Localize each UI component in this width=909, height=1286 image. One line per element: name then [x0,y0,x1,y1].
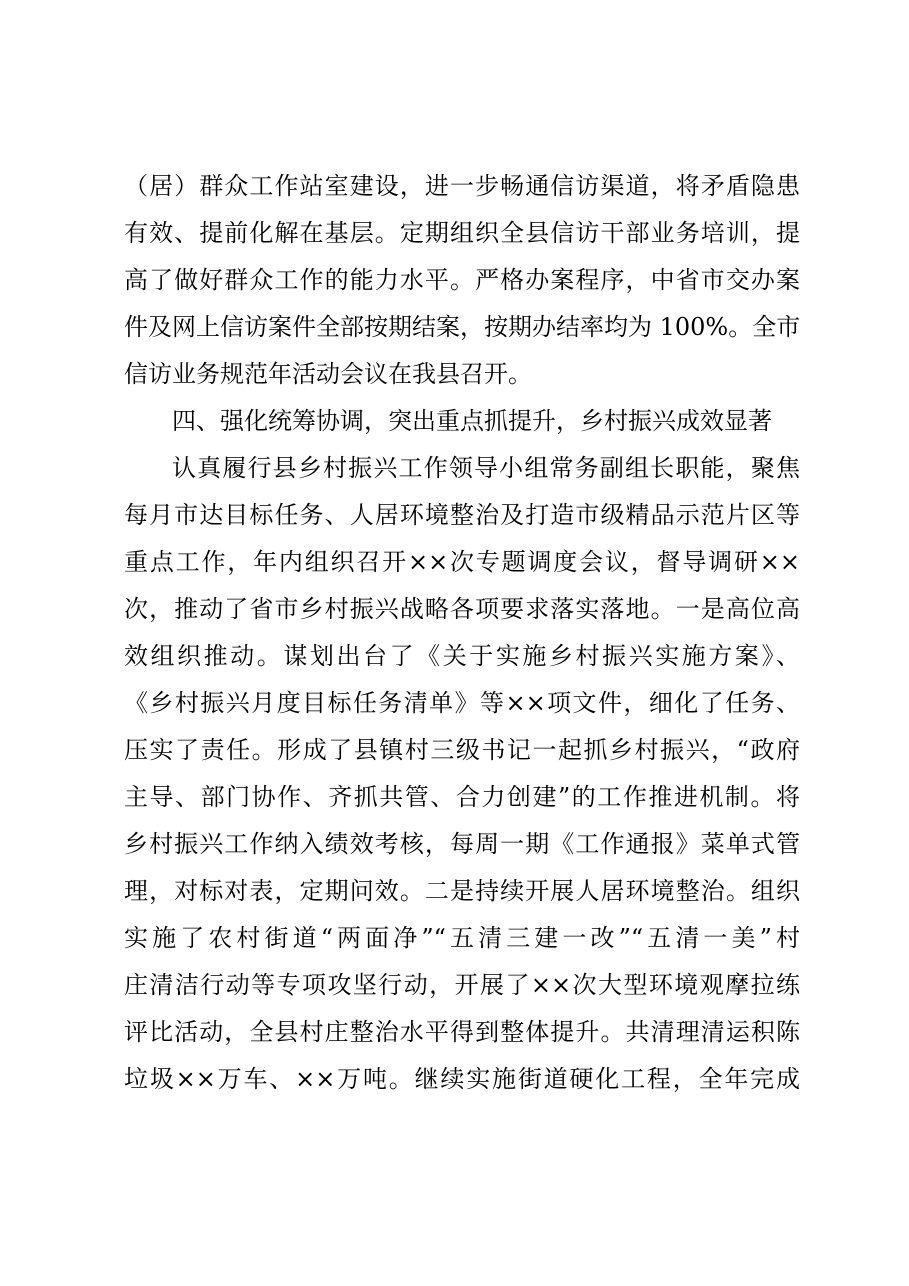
text-line: 高了做好群众工作的能力水平。严格办案程序，中省市交办案 [124,266,800,294]
text-line: （居）群众工作站室建设，进一步畅通信访渠道，将矛盾隐患 [124,172,800,200]
text-line: 每月市达目标任务、人居环境整治及打造市级精品示范片区等 [124,501,800,529]
text-line: 乡村振兴工作纳入绩效考核，每周一期《工作通报》菜单式管 [124,830,800,858]
text-line: 评比活动，全县村庄整治水平得到整体提升。共清理清运积陈 [124,1018,800,1046]
text-line: 有效、提前化解在基层。定期组织全县信访干部业务培训，提 [124,219,800,247]
text-line: 次，推动了省市乡村振兴战略各项要求落实落地。一是高位高 [124,595,800,623]
text-line: 理，对标对表，定期问效。二是持续开展人居环境整治。组织 [124,877,800,905]
text-line: 实施了农村街道“两面净”“五清三建一改”“五清一美”村 [124,924,800,952]
text-line: 垃圾××万车、××万吨。继续实施街道硬化工程，全年完成 [124,1065,800,1093]
text-line: 压实了责任。形成了县镇村三级书记一起抓乡村振兴，“政府 [124,736,800,764]
text-line: 件及网上信访案件全部按期结案，按期办结率均为 100%。全市 [124,313,800,341]
text-line: 庄清洁行动等专项攻坚行动，开展了××次大型环境观摩拉练 [124,971,800,999]
text-line: 主导、部门协作、齐抓共管、合力创建”的工作推进机制。将 [124,783,800,811]
text-line: 认真履行县乡村振兴工作领导小组常务副组长职能，聚焦 [172,454,800,482]
text-line: 重点工作，年内组织召开××次专题调度会议，督导调研×× [124,548,800,576]
text-line: 《乡村振兴月度目标任务清单》等××项文件，细化了任务、 [124,689,800,717]
text-line: 信访业务规范年活动会议在我县召开。 [124,360,532,388]
section-heading: 四、强化统筹协调，突出重点抓提升，乡村振兴成效显著 [172,407,772,435]
text-line: 效组织推动。谋划出台了《关于实施乡村振兴实施方案》、 [124,642,800,670]
